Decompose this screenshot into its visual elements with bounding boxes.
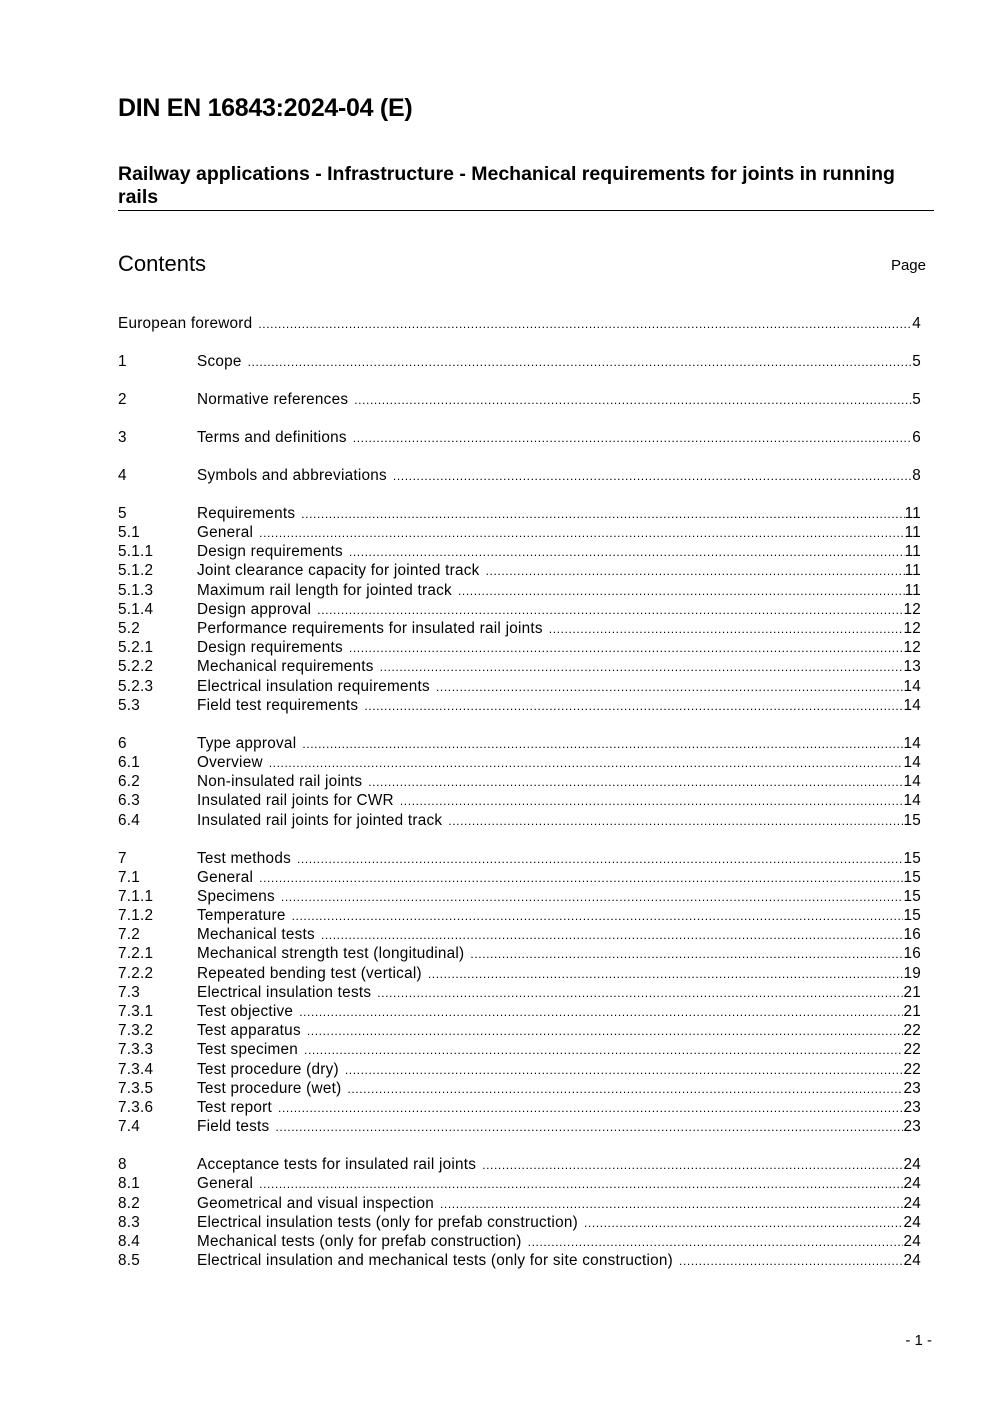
toc-entry-page: 23 xyxy=(903,1118,921,1136)
toc-entry-page: 11 xyxy=(904,581,921,599)
toc-entry-page: 15 xyxy=(903,868,921,886)
toc-entry[interactable] xyxy=(118,850,921,869)
toc-entry[interactable] xyxy=(118,888,921,907)
toc-dot-leader xyxy=(307,1024,904,1038)
toc-dot-leader xyxy=(248,355,913,369)
toc-entry-number: 7.4 xyxy=(118,1118,141,1136)
toc-entry-title: General xyxy=(197,524,254,542)
toc-entry-number: 7.2.2 xyxy=(118,964,154,982)
toc-entry-title: Geometrical and visual inspection xyxy=(197,1194,434,1212)
toc-entry-page: 16 xyxy=(903,945,921,963)
toc-dot-leader xyxy=(349,545,905,559)
toc-entry-page: 14 xyxy=(903,696,921,714)
toc-entry-page: 13 xyxy=(903,658,921,676)
toc-entry-title: Design requirements xyxy=(197,639,343,657)
toc-entry-title: Non-insulated rail joints xyxy=(197,773,363,791)
toc-entry-title: Test procedure (wet) xyxy=(197,1079,342,1097)
toc-entry-title: Maximum rail length for jointed track xyxy=(197,581,452,599)
toc-entry-title: Performance requirements for insulated rail joints xyxy=(197,620,543,638)
toc-dot-leader xyxy=(482,1158,903,1172)
toc-entry-number: 5.1.2 xyxy=(118,562,154,580)
toc-entry-page: 24 xyxy=(903,1213,921,1231)
toc-entry[interactable] xyxy=(118,1022,921,1041)
toc-entry-title: Overview xyxy=(197,753,263,771)
toc-entry-number: 5.1 xyxy=(118,524,141,542)
toc-dot-leader xyxy=(345,1063,904,1077)
toc-entry-title: Electrical insulation and mechanical tests (only for site construction) xyxy=(197,1252,674,1270)
toc-entry[interactable] xyxy=(118,658,921,677)
toc-entry-title: Terms and definitions xyxy=(197,428,347,446)
toc-entry-page: 15 xyxy=(903,907,921,925)
toc-entry[interactable] xyxy=(118,1214,921,1233)
toc-entry-page: 4 xyxy=(912,315,921,332)
toc-entry-title: Test report xyxy=(197,1098,273,1116)
toc-entry[interactable] xyxy=(118,945,921,964)
toc-dot-leader xyxy=(302,737,903,751)
toc-entry-page: 11 xyxy=(904,504,921,522)
toc-entry-page: 11 xyxy=(904,524,921,542)
toc-entry[interactable] xyxy=(118,1118,921,1137)
toc-entry[interactable] xyxy=(118,505,921,524)
toc-dot-leader xyxy=(301,507,904,521)
toc-dot-leader xyxy=(259,871,903,885)
toc-entry-number: 7.1 xyxy=(118,868,141,886)
toc-entry-number: 6.1 xyxy=(118,753,141,771)
toc-entry-title: Field tests xyxy=(197,1118,270,1136)
toc-dot-leader xyxy=(380,660,904,674)
toc-entry-number: 6.2 xyxy=(118,773,141,791)
toc-entry-title: Mechanical requirements xyxy=(197,658,374,676)
toc-entry-number: 5 xyxy=(118,504,127,522)
toc-entry-page: 12 xyxy=(903,600,921,618)
toc-entry-title: Mechanical tests (only for prefab construction) xyxy=(197,1232,522,1250)
toc-entry-title: Specimens xyxy=(197,887,275,905)
toc-entry-page: 21 xyxy=(903,1003,921,1021)
toc-dot-leader xyxy=(440,1197,904,1211)
toc-dot-leader xyxy=(353,431,912,445)
toc-entry-title: Electrical insulation requirements xyxy=(197,677,430,695)
toc-dot-leader xyxy=(400,794,904,808)
toc-dot-leader xyxy=(584,1216,904,1230)
toc-entry-page: 24 xyxy=(903,1232,921,1250)
toc-entry-title: Joint clearance capacity for jointed track xyxy=(197,562,480,580)
toc-entry-title: Field test requirements xyxy=(197,696,359,714)
toc-entry-number: 5.2 xyxy=(118,620,141,638)
toc-entry[interactable] xyxy=(118,524,921,543)
toc-entry[interactable] xyxy=(118,1156,921,1175)
toc-entry-title: Electrical insulation tests xyxy=(197,983,372,1001)
toc-entry-number: 7.3.3 xyxy=(118,1041,154,1059)
toc-entry-page: 11 xyxy=(904,562,921,580)
toc-entry-number: 7 xyxy=(118,849,127,867)
toc-entry-number: 7.2.1 xyxy=(118,945,154,963)
toc-entry[interactable] xyxy=(118,467,921,486)
title-divider xyxy=(118,210,934,211)
toc-dot-leader xyxy=(470,947,903,961)
toc-entry-page: 21 xyxy=(903,983,921,1001)
toc-entry[interactable] xyxy=(118,754,921,773)
toc-entry-number: 8.1 xyxy=(118,1175,141,1193)
toc-entry-title: Insulated rail joints for jointed track xyxy=(197,811,443,829)
toc-dot-leader xyxy=(259,1177,903,1191)
toc-entry-number: 2 xyxy=(118,390,127,408)
toc-entry-page: 14 xyxy=(903,792,921,810)
toc-dot-leader xyxy=(321,928,904,942)
toc-entry-number: 8.2 xyxy=(118,1194,141,1212)
toc-entry-page: 5 xyxy=(912,390,921,408)
toc-entry[interactable] xyxy=(118,1099,921,1118)
toc-dot-leader xyxy=(428,967,904,981)
toc-entry[interactable] xyxy=(118,1175,921,1194)
toc-entry-title: Acceptance tests for insulated rail joints xyxy=(197,1156,477,1174)
toc-entry[interactable] xyxy=(118,1003,921,1022)
toc-entry-number: 8.5 xyxy=(118,1252,141,1270)
toc-entry-page: 24 xyxy=(903,1156,921,1174)
toc-entry-number: 7.1.2 xyxy=(118,907,154,925)
toc-entry[interactable] xyxy=(118,965,921,984)
toc-entry-page: 22 xyxy=(903,1060,921,1078)
toc-entry-title: Type approval xyxy=(197,734,297,752)
toc-entry-page: 24 xyxy=(903,1194,921,1212)
toc-dot-leader xyxy=(304,1043,903,1057)
toc-entry[interactable] xyxy=(118,1080,921,1099)
toc-entry-page: 24 xyxy=(903,1252,921,1270)
toc-entry-number: 5.2.3 xyxy=(118,677,154,695)
toc-dot-leader xyxy=(259,526,904,540)
contents-heading: Contents xyxy=(118,251,207,276)
toc-entry-number: 7.1.1 xyxy=(118,887,154,905)
toc-entry-title: Design requirements xyxy=(197,543,343,561)
toc-entry[interactable] xyxy=(118,1195,921,1214)
toc-entry-number: 3 xyxy=(118,428,127,446)
toc-entry-number: 8.3 xyxy=(118,1213,141,1231)
toc-entry-title: Symbols and abbreviations xyxy=(197,466,387,484)
toc-entry-title: Temperature xyxy=(197,907,286,925)
page-column-label: Page xyxy=(890,257,926,274)
toc-entry-page: 14 xyxy=(903,753,921,771)
toc-dot-leader xyxy=(364,699,903,713)
toc-entry-title: Repeated bending test (vertical) xyxy=(197,964,422,982)
toc-entry-number: 5.1.1 xyxy=(118,543,154,561)
toc-entry-title: Mechanical strength test (longitudinal) xyxy=(197,945,465,963)
toc-dot-leader xyxy=(458,584,905,598)
toc-entry-title: Test procedure (dry) xyxy=(197,1060,339,1078)
toc-dot-leader xyxy=(549,622,904,636)
toc-dot-leader xyxy=(258,317,912,331)
toc-entry-number: 8 xyxy=(118,1156,127,1174)
toc-entry-title: Test specimen xyxy=(197,1041,299,1059)
toc-entry-number: 7.3.5 xyxy=(118,1079,154,1097)
toc-entry-title: Test objective xyxy=(197,1003,294,1021)
toc-entry-title: Electrical insulation tests (only for prefab construction) xyxy=(197,1213,578,1231)
toc-entry-page: 15 xyxy=(903,849,921,867)
toc-entry-number: 5.3 xyxy=(118,696,141,714)
toc-entry-number: 5.1.3 xyxy=(118,581,154,599)
toc-entry[interactable] xyxy=(118,984,921,1003)
toc-entry-title: Design approval xyxy=(197,600,312,618)
toc-dot-leader xyxy=(377,986,903,1000)
document-title: Railway applications - Infrastructure - Mechanical requirements for joints in running rails xyxy=(118,163,895,208)
toc-entry-page: 15 xyxy=(903,887,921,905)
toc-entry[interactable] xyxy=(118,429,921,448)
toc-entry-page: 5 xyxy=(912,352,921,370)
toc-dot-leader xyxy=(436,680,904,694)
toc-entry-number: 5.2.2 xyxy=(118,658,154,676)
toc-entry[interactable] xyxy=(118,926,921,945)
toc-entry-number: 7.2 xyxy=(118,926,141,944)
toc-entry-page: 16 xyxy=(903,926,921,944)
toc-entry-page: 6 xyxy=(912,428,921,446)
toc-entry-page: 19 xyxy=(903,964,921,982)
footer-page-number: - 1 - xyxy=(905,1332,932,1349)
toc-dot-leader xyxy=(354,393,912,407)
toc-entry[interactable] xyxy=(118,678,921,697)
toc-dot-leader xyxy=(278,1101,903,1115)
toc-entry[interactable] xyxy=(118,601,921,620)
toc-entry-page: 23 xyxy=(903,1079,921,1097)
toc-entry-number: 7.3 xyxy=(118,983,141,1001)
toc-entry[interactable] xyxy=(118,315,921,334)
toc-entry[interactable] xyxy=(118,582,921,601)
toc-entry[interactable] xyxy=(118,1061,921,1080)
toc-dot-leader xyxy=(448,814,903,828)
toc-dot-leader xyxy=(317,603,903,617)
toc-entry-number: 6 xyxy=(118,734,127,752)
toc-entry-page: 14 xyxy=(903,677,921,695)
toc-entry[interactable] xyxy=(118,792,921,811)
toc-dot-leader xyxy=(281,890,904,904)
toc-entry[interactable] xyxy=(118,735,921,754)
toc-entry-page: 12 xyxy=(903,620,921,638)
toc-entry-title: Scope xyxy=(197,352,242,370)
toc-dot-leader xyxy=(368,775,903,789)
toc-entry-title: Normative references xyxy=(197,390,349,408)
toc-entry[interactable] xyxy=(118,1041,921,1060)
toc-entry-number: 7.3.4 xyxy=(118,1060,154,1078)
toc-entry[interactable] xyxy=(118,773,921,792)
toc-entry-page: 15 xyxy=(903,811,921,829)
toc-entry-title: Mechanical tests xyxy=(197,926,315,944)
toc-dot-leader xyxy=(486,564,905,578)
toc-entry-title: General xyxy=(197,868,254,886)
toc-entry[interactable] xyxy=(118,639,921,658)
toc-entry-page: 22 xyxy=(903,1022,921,1040)
toc-entry-number: 1 xyxy=(118,352,127,370)
toc-dot-leader xyxy=(299,1005,903,1019)
toc-entry[interactable] xyxy=(118,620,921,639)
toc-dot-leader xyxy=(347,1082,903,1096)
toc-entry-number: 6.3 xyxy=(118,792,141,810)
toc-entry[interactable] xyxy=(118,697,921,716)
toc-entry[interactable] xyxy=(118,907,921,926)
toc-entry-number: 5.1.4 xyxy=(118,600,154,618)
toc-entry-page: 11 xyxy=(904,543,921,561)
toc-dot-leader xyxy=(275,1120,903,1134)
toc-entry-page: 8 xyxy=(912,466,921,484)
toc-dot-leader xyxy=(269,756,904,770)
toc-entry[interactable] xyxy=(118,562,921,581)
toc-entry-title: Test methods xyxy=(197,849,291,867)
toc-entry[interactable] xyxy=(118,1233,921,1252)
toc-entry-title: General xyxy=(197,1175,254,1193)
toc-dot-leader xyxy=(297,852,904,866)
toc-dot-leader xyxy=(292,909,904,923)
toc-entry-page: 14 xyxy=(903,734,921,752)
toc-dot-leader xyxy=(679,1254,903,1268)
toc-entry-page: 23 xyxy=(903,1098,921,1116)
toc-dot-leader xyxy=(349,641,904,655)
toc-entry[interactable] xyxy=(118,869,921,888)
toc-entry-title: Test apparatus xyxy=(197,1022,301,1040)
toc-entry-page: 14 xyxy=(903,773,921,791)
toc-entry[interactable] xyxy=(118,1252,921,1271)
document-id: DIN EN 16843:2024-04 (E) xyxy=(118,94,413,122)
toc-entry-number: 4 xyxy=(118,466,127,484)
toc-entry-page: 12 xyxy=(903,639,921,657)
toc-entry-title: Requirements xyxy=(197,504,296,522)
toc-dot-leader xyxy=(528,1235,904,1249)
toc-dot-leader xyxy=(393,469,912,483)
toc-entry-number: 5.2.1 xyxy=(118,639,154,657)
toc-entry-page: 24 xyxy=(903,1175,921,1193)
toc-entry-title: European foreword xyxy=(118,315,253,332)
toc-entry-number: 7.3.2 xyxy=(118,1022,154,1040)
toc-entry[interactable] xyxy=(118,543,921,562)
toc-entry[interactable] xyxy=(118,353,921,372)
toc-entry-number: 8.4 xyxy=(118,1232,141,1250)
toc-entry-title: Insulated rail joints for CWR xyxy=(197,792,394,810)
toc-entry-page: 22 xyxy=(903,1041,921,1059)
toc-entry-number: 7.3.1 xyxy=(118,1003,154,1021)
toc-entry-number: 6.4 xyxy=(118,811,141,829)
toc-entry-number: 7.3.6 xyxy=(118,1098,154,1116)
toc-entry[interactable] xyxy=(118,812,921,831)
table-of-contents xyxy=(118,315,921,1271)
toc-entry[interactable] xyxy=(118,391,921,410)
